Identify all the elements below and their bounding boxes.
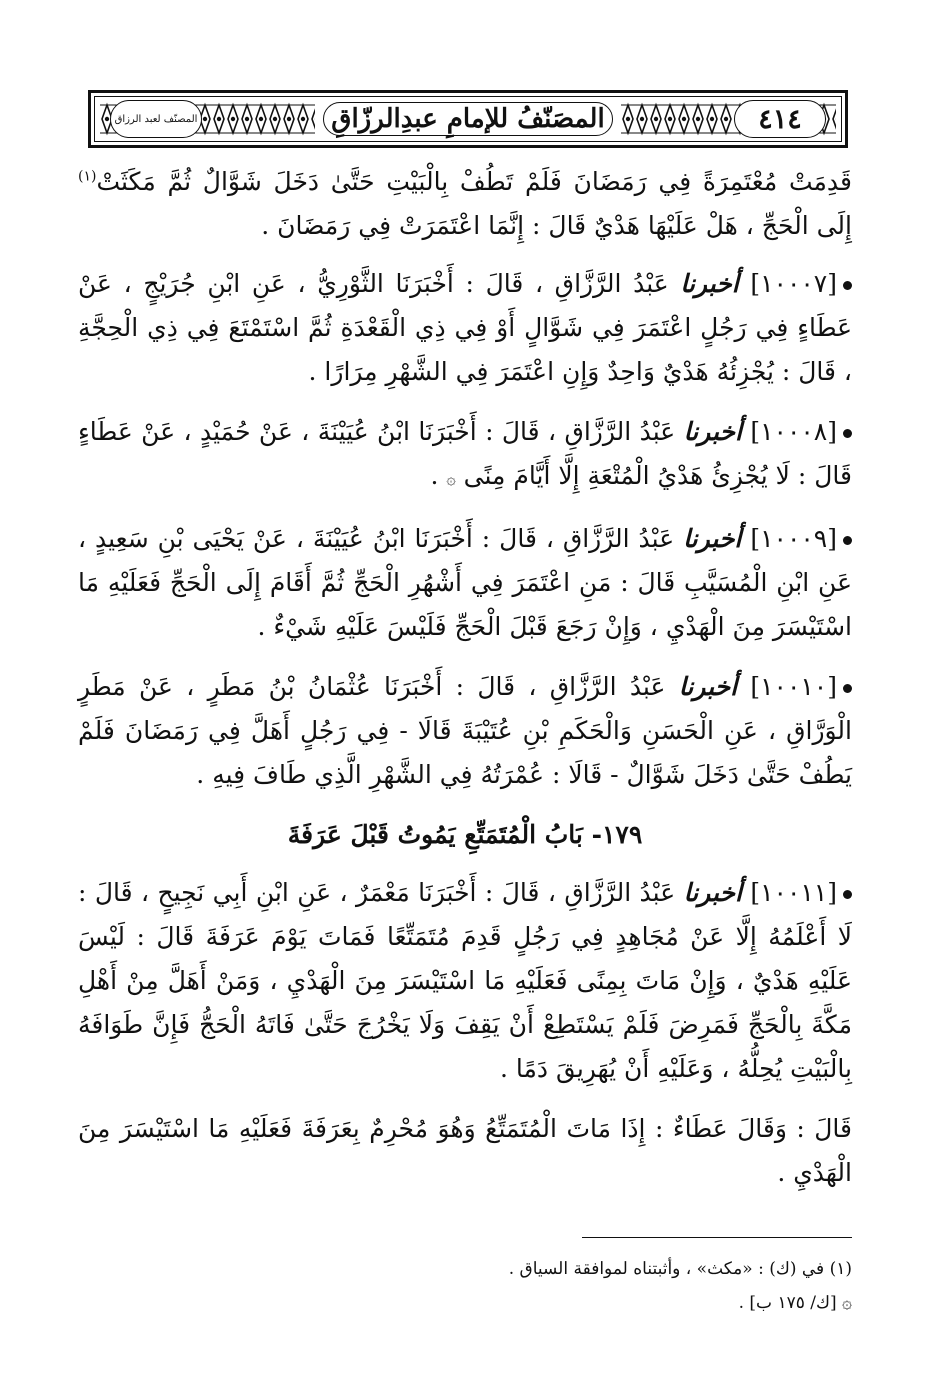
hadith-paragraph [78,871,852,1091]
hadith-text: عَبْدُ الرَّزَّاقِ ، قَالَ : أَخْبَرَنَا ابْنُ عُيَيْنَةَ ، عَنْ حُمَيْدٍ ، عَنْ عَطَاءٍ قَالَ : لَا يُجْزِئُ هَدْيُ الْمُتْعَةِ إِلَّا أَيَّامَ مِنًى [78,417,852,490]
footnote-divider [582,1237,852,1238]
akhbarana-abbrev: أخبرنا [683,878,742,907]
hadith-text: عَبْدُ الرَّزَّاقِ ، قَالَ : أَخْبَرَنَا الثَّوْرِيُّ ، عَنِ ابْنِ جُرَيْجٍ ، عَنْ عَطَاءٍ فِي رَجُلٍ اعْتَمَرَ فِي شَوَّالٍ أَوْ فِي ذِي الْقَعْدَةِ ثُمَّ اسْتَمْتَعَ فِي ذِي الْحِجَّةِ ، قَالَ : يُجْزِئُهُ هَدْيٌ وَاحِدٌ وَإِنِ اعْتَمَرَ فِي الشَّهْرِ مِرَارًا . [78,269,852,386]
bullet-icon [843,684,852,693]
footnote-ref-1[interactable]: (١) [78,168,97,185]
intro-line: قَدِمَتْ مُعْتَمِرَةً فِي رَمَضَانَ فَلَمْ تَطُفْ بِالْبَيْتِ حَتَّىٰ دَخَلَ شَوَّالٌ ثُمَّ مَكَثَتْ [96,167,852,196]
chapter-heading: ١٧٩- بَابُ الْمُتَمَتِّعِ يَمُوتُ قَبْلَ عَرَفَةَ [287,820,643,849]
bullet-icon [843,281,852,290]
header-seal-text: المصنّف لعبد الرزاق [114,113,198,125]
header-title-box [323,102,613,136]
hadith-number: [١٠٠٠٨] [750,417,837,446]
hadith-paragraph [78,262,852,394]
intro-line-rest: إِلَى الْحَجِّ ، هَلْ عَلَيْهَا هَدْيٌ قَالَ : إِنَّمَا اعْتَمَرَتْ فِي رَمَضَانَ . [261,211,852,240]
page-body [78,160,852,1209]
bullet-icon [843,429,852,438]
hadith-text: عَبْدُ الرَّزَّاقِ ، قَالَ : أَخْبَرَنَا عُثْمَانُ بْنُ مَطَرٍ ، عَنْ مَطَرٍ الْوَرَّاقِ ، عَنِ الْحَسَنِ وَالْحَكَمِ بْنِ عُتَيْبَةَ قَالَا - فِي رَجُلٍ أَهَلَّ فِي رَمَضَانَ فَلَمْ يَطُفْ حَتَّىٰ دَخَلَ شَوَّالٌ - قَالَا : عُمْرَتُهُ فِي الشَّهْرِ الَّذِي طَافَ فِيهِ . [78,672,852,789]
page-number-box [734,100,826,138]
page-header [88,90,848,148]
footnote-folio-marker: ۞ [ك/ ١٧٥ ب] . [738,1293,852,1313]
hadith-number: [١٠٠١١] [750,878,837,907]
hadith-number: [١٠٠١٠] [750,672,837,701]
hadith-number: [١٠٠٠٩] [750,524,837,553]
bullet-icon [843,536,852,545]
hadith-number: [١٠٠٠٧] [750,269,837,298]
bullet-icon [843,890,852,899]
hadith-paragraph [78,410,852,501]
hadith-text: عَبْدُ الرَّزَّاقِ ، قَالَ : أَخْبَرَنَا مَعْمَرٌ ، عَنِ ابْنِ أَبِي نَجِيحٍ ، قَالَ : لَا أَعْلَمُهُ إِلَّا عَنْ مُجَاهِدٍ فِي رَجُلٍ قَدِمَ مُتَمَتِّعًا فَمَاتَ يَوْمَ عَرَفَةَ قَالَ : لَيْسَ عَلَيْهِ هَدْيٌ ، وَإِنْ مَاتَ بِمِنًى فَعَلَيْهِ مَا اسْتَيْسَرَ مِنَ الْهَدْيِ ، وَمَنْ أَهَلَّ مِنْ أَهْلِ مَكَّةَ بِالْحَجِّ فَمَرِضَ فَلَمْ يَسْتَطِعْ أَنْ يَقِفَ وَلَا يَخْرُجَ حَتَّىٰ فَاتَهُ الْحَجُّ فَإِنَّ طَوَافَهُ بِالْبَيْتِ يُحِلُّهُ ، وَعَلَيْهِ أَنْ يُهَرِيقَ دَمًا . [78,878,852,1083]
header-seal [110,100,202,138]
hadith-end: . [430,461,439,490]
closing-paragraph [78,1107,852,1195]
akhbarana-abbrev: أخبرنا [678,672,738,701]
manuscript-marker-icon: ۞ [446,469,456,488]
hadith-paragraph [78,517,852,649]
intro-paragraph [78,160,852,248]
akhbarana-abbrev: أخبرنا [683,417,742,446]
akhbarana-abbrev: أخبرنا [680,269,739,298]
footnote-1: (١) في (ك) : «مكث» ، وأثبتناه لموافقة السياق . [508,1259,852,1279]
running-title: المصَنّفُ للإمامِ عبدِالرزّاقِ [331,104,605,134]
footnotes [78,1252,852,1320]
akhbarana-abbrev: أخبرنا [683,524,742,553]
hadith-text: عَبْدُ الرَّزَّاقِ ، قَالَ : أَخْبَرَنَا ابْنُ عُيَيْنَةَ ، عَنْ يَحْيَى بْنِ سَعِيدٍ ، عَنِ ابْنِ الْمُسَيَّبِ قَالَ : مَنِ اعْتَمَرَ فِي أَشْهُرِ الْحَجِّ ثُمَّ أَقَامَ إِلَى الْحَجِّ فَعَلَيْهِ مَا اسْتَيْسَرَ مِنَ الْهَدْيِ ، وَإِنْ رَجَعَ قَبْلَ الْحَجِّ فَلَيْسَ عَلَيْهِ شَيْءٌ . [78,524,852,641]
hadith-paragraph [78,665,852,797]
closing-text: قَالَ : وَقَالَ عَطَاءٌ : إِذَا مَاتَ الْمُتَمَتِّعُ وَهُوَ مُحْرِمٌ بِعَرَفَةَ فَعَلَيْهِ مَا اسْتَيْسَرَ مِنَ الْهَدْيِ . [78,1114,852,1187]
page-number: ٤١٤ [758,103,802,135]
